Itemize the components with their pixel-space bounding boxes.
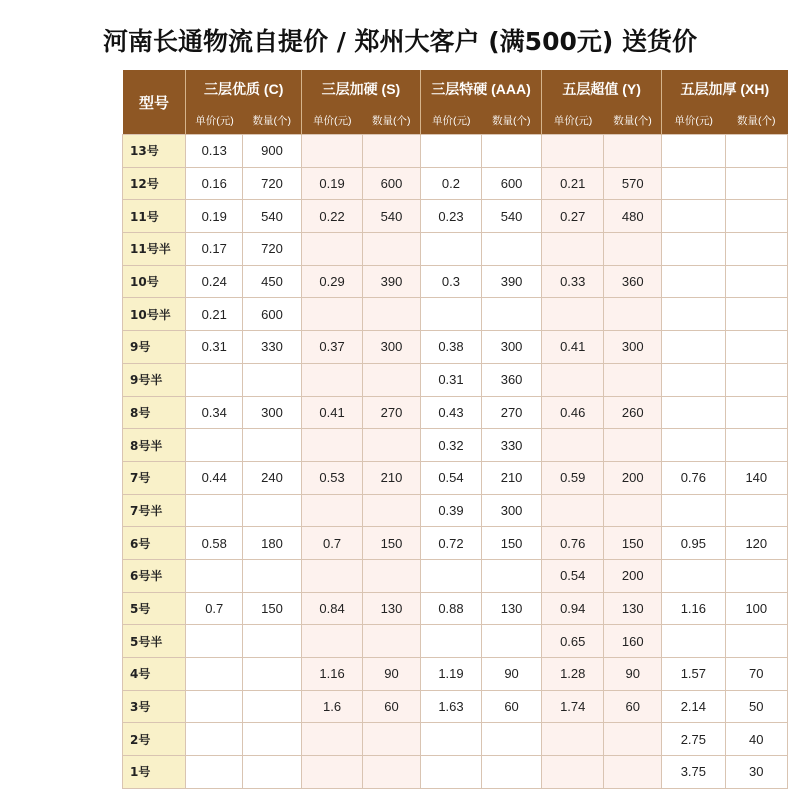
- price-cell: [301, 723, 362, 756]
- quantity-cell: 300: [482, 331, 542, 364]
- price-cell: [542, 494, 604, 527]
- price-cell: [420, 625, 481, 658]
- quantity-cell: [363, 135, 421, 168]
- price-subheader: 单价(元): [420, 107, 481, 135]
- price-cell: [662, 233, 725, 266]
- quantity-cell: [243, 363, 302, 396]
- table-row: [123, 756, 788, 789]
- price-cell: 0.32: [420, 429, 481, 462]
- price-cell: 0.65: [542, 625, 604, 658]
- price-cell: [186, 559, 243, 592]
- quantity-cell: [725, 167, 787, 200]
- quantity-cell: 390: [363, 265, 421, 298]
- table-row: [123, 625, 788, 658]
- price-cell: [186, 723, 243, 756]
- price-cell: 0.72: [420, 527, 481, 560]
- model-cell: 11号: [123, 200, 186, 233]
- group-header-s: 三层加硬 (S): [301, 70, 420, 107]
- quantity-cell: 210: [482, 461, 542, 494]
- table-row: [123, 461, 788, 494]
- quantity-cell: [363, 494, 421, 527]
- price-cell: 0.76: [542, 527, 604, 560]
- table-row: [123, 396, 788, 429]
- price-cell: 1.63: [420, 690, 481, 723]
- price-subheader: 单价(元): [301, 107, 362, 135]
- quantity-cell: [725, 200, 787, 233]
- quantity-cell: [604, 135, 662, 168]
- quantity-cell: [243, 723, 302, 756]
- model-cell: 10号: [123, 265, 186, 298]
- quantity-cell: [604, 494, 662, 527]
- quantity-cell: [363, 723, 421, 756]
- price-cell: [542, 723, 604, 756]
- price-cell: 0.58: [186, 527, 243, 560]
- price-cell: 0.44: [186, 461, 243, 494]
- quantity-cell: 240: [243, 461, 302, 494]
- price-cell: [662, 200, 725, 233]
- quantity-cell: [363, 559, 421, 592]
- quantity-cell: [482, 756, 542, 789]
- quantity-cell: [604, 723, 662, 756]
- table-row: [123, 690, 788, 723]
- price-cell: 0.13: [186, 135, 243, 168]
- price-cell: 1.57: [662, 658, 725, 691]
- price-cell: [186, 690, 243, 723]
- price-cell: [186, 494, 243, 527]
- price-cell: [186, 756, 243, 789]
- table-row: [123, 429, 788, 462]
- model-cell: 12号: [123, 167, 186, 200]
- price-cell: [301, 135, 362, 168]
- table-row: [123, 331, 788, 364]
- price-cell: [542, 233, 604, 266]
- quantity-cell: [363, 429, 421, 462]
- price-cell: 0.16: [186, 167, 243, 200]
- quantity-cell: [482, 559, 542, 592]
- price-cell: 0.94: [542, 592, 604, 625]
- table-row: [123, 363, 788, 396]
- price-table-body: [123, 135, 788, 789]
- quantity-cell: 70: [725, 658, 787, 691]
- price-cell: 0.76: [662, 461, 725, 494]
- price-cell: 0.27: [542, 200, 604, 233]
- price-cell: [420, 233, 481, 266]
- price-cell: [662, 429, 725, 462]
- model-cell: 5号: [123, 592, 186, 625]
- quantity-cell: 90: [482, 658, 542, 691]
- quantity-cell: [725, 233, 787, 266]
- quantity-cell: 150: [363, 527, 421, 560]
- price-cell: [662, 331, 725, 364]
- price-cell: [301, 429, 362, 462]
- quantity-cell: [243, 429, 302, 462]
- table-row: [123, 265, 788, 298]
- price-cell: 1.28: [542, 658, 604, 691]
- price-cell: 0.21: [186, 298, 243, 331]
- group-header-xh: 五层加厚 (XH): [662, 70, 788, 107]
- price-cell: 1.74: [542, 690, 604, 723]
- price-cell: 0.54: [420, 461, 481, 494]
- quantity-subheader: 数量(个): [482, 107, 542, 135]
- quantity-cell: 90: [604, 658, 662, 691]
- model-cell: 1号: [123, 756, 186, 789]
- price-table: [122, 70, 788, 789]
- quantity-cell: 100: [725, 592, 787, 625]
- quantity-cell: [725, 625, 787, 658]
- price-cell: [420, 723, 481, 756]
- price-cell: 0.37: [301, 331, 362, 364]
- price-cell: [662, 494, 725, 527]
- model-cell: 7号: [123, 461, 186, 494]
- price-cell: 0.7: [301, 527, 362, 560]
- quantity-cell: 160: [604, 625, 662, 658]
- quantity-cell: 60: [604, 690, 662, 723]
- model-cell: 2号: [123, 723, 186, 756]
- quantity-cell: [243, 559, 302, 592]
- price-cell: [186, 363, 243, 396]
- price-cell: 1.19: [420, 658, 481, 691]
- quantity-cell: 390: [482, 265, 542, 298]
- table-row: [123, 658, 788, 691]
- table-row: [123, 723, 788, 756]
- price-cell: [662, 363, 725, 396]
- model-cell: 13号: [123, 135, 186, 168]
- quantity-cell: [243, 625, 302, 658]
- price-cell: 0.53: [301, 461, 362, 494]
- page-title: 河南长通物流自提价 / 郑州大客户 (满500元) 送货价: [103, 27, 697, 56]
- quantity-cell: 120: [725, 527, 787, 560]
- price-cell: 0.41: [542, 331, 604, 364]
- price-cell: [662, 625, 725, 658]
- quantity-cell: 720: [243, 167, 302, 200]
- price-cell: [301, 363, 362, 396]
- quantity-cell: [725, 559, 787, 592]
- quantity-cell: 270: [482, 396, 542, 429]
- price-cell: 0.41: [301, 396, 362, 429]
- price-cell: 0.31: [420, 363, 481, 396]
- quantity-cell: 260: [604, 396, 662, 429]
- price-cell: [662, 135, 725, 168]
- quantity-cell: 600: [363, 167, 421, 200]
- price-cell: 0.88: [420, 592, 481, 625]
- quantity-cell: [725, 363, 787, 396]
- quantity-cell: [725, 331, 787, 364]
- quantity-cell: 600: [243, 298, 302, 331]
- price-cell: 0.38: [420, 331, 481, 364]
- quantity-cell: [725, 265, 787, 298]
- model-cell: 9号半: [123, 363, 186, 396]
- table-row: [123, 298, 788, 331]
- quantity-cell: [363, 298, 421, 331]
- quantity-cell: [604, 233, 662, 266]
- quantity-subheader: 数量(个): [725, 107, 787, 135]
- price-cell: 0.46: [542, 396, 604, 429]
- quantity-cell: [604, 429, 662, 462]
- quantity-cell: 150: [482, 527, 542, 560]
- quantity-cell: 300: [363, 331, 421, 364]
- table-row: [123, 559, 788, 592]
- price-cell: 0.33: [542, 265, 604, 298]
- table-row: [123, 135, 788, 168]
- price-cell: [662, 559, 725, 592]
- price-cell: 0.23: [420, 200, 481, 233]
- group-header-y: 五层超值 (Y): [542, 70, 662, 107]
- model-cell: 9号: [123, 331, 186, 364]
- quantity-cell: 130: [604, 592, 662, 625]
- price-cell: [662, 265, 725, 298]
- quantity-cell: 720: [243, 233, 302, 266]
- quantity-cell: [243, 756, 302, 789]
- quantity-cell: 600: [482, 167, 542, 200]
- quantity-cell: [482, 723, 542, 756]
- model-cell: 8号半: [123, 429, 186, 462]
- quantity-cell: [604, 756, 662, 789]
- quantity-cell: 130: [482, 592, 542, 625]
- price-cell: [542, 363, 604, 396]
- price-cell: 0.24: [186, 265, 243, 298]
- quantity-cell: 150: [243, 592, 302, 625]
- quantity-cell: [725, 396, 787, 429]
- table-row: [123, 494, 788, 527]
- quantity-cell: 60: [482, 690, 542, 723]
- table-row: [123, 527, 788, 560]
- price-cell: 0.84: [301, 592, 362, 625]
- price-cell: [542, 756, 604, 789]
- model-cell: 3号: [123, 690, 186, 723]
- quantity-cell: 200: [604, 461, 662, 494]
- price-cell: 0.54: [542, 559, 604, 592]
- price-cell: [420, 135, 481, 168]
- price-cell: 3.75: [662, 756, 725, 789]
- price-cell: 0.31: [186, 331, 243, 364]
- model-cell: 6号半: [123, 559, 186, 592]
- table-row: [123, 233, 788, 266]
- price-cell: [662, 298, 725, 331]
- model-cell: 7号半: [123, 494, 186, 527]
- price-cell: 0.39: [420, 494, 481, 527]
- quantity-cell: 330: [243, 331, 302, 364]
- price-cell: [301, 625, 362, 658]
- price-cell: [542, 135, 604, 168]
- quantity-cell: 360: [482, 363, 542, 396]
- price-cell: [301, 494, 362, 527]
- quantity-cell: [243, 658, 302, 691]
- price-cell: 2.75: [662, 723, 725, 756]
- quantity-cell: [243, 494, 302, 527]
- price-cell: 1.16: [662, 592, 725, 625]
- quantity-cell: 540: [363, 200, 421, 233]
- price-cell: [420, 756, 481, 789]
- price-cell: [301, 233, 362, 266]
- quantity-cell: 540: [243, 200, 302, 233]
- quantity-cell: 150: [604, 527, 662, 560]
- price-cell: [542, 429, 604, 462]
- price-cell: [420, 559, 481, 592]
- price-cell: 0.17: [186, 233, 243, 266]
- model-cell: 4号: [123, 658, 186, 691]
- quantity-cell: 40: [725, 723, 787, 756]
- model-column-header: 型号: [123, 70, 186, 135]
- price-cell: [301, 559, 362, 592]
- group-header-c: 三层优质 (C): [186, 70, 302, 107]
- quantity-cell: 180: [243, 527, 302, 560]
- price-cell: [186, 429, 243, 462]
- quantity-cell: [363, 363, 421, 396]
- quantity-cell: 900: [243, 135, 302, 168]
- price-cell: 0.43: [420, 396, 481, 429]
- price-cell: [662, 167, 725, 200]
- model-cell: 8号: [123, 396, 186, 429]
- table-row: [123, 592, 788, 625]
- quantity-cell: [482, 135, 542, 168]
- model-cell: 11号半: [123, 233, 186, 266]
- quantity-cell: 360: [604, 265, 662, 298]
- quantity-cell: 300: [482, 494, 542, 527]
- price-cell: [662, 396, 725, 429]
- quantity-cell: 570: [604, 167, 662, 200]
- quantity-cell: [604, 298, 662, 331]
- price-cell: 0.21: [542, 167, 604, 200]
- quantity-cell: 450: [243, 265, 302, 298]
- quantity-cell: [725, 298, 787, 331]
- model-cell: 6号: [123, 527, 186, 560]
- quantity-subheader: 数量(个): [243, 107, 302, 135]
- model-cell: 5号半: [123, 625, 186, 658]
- quantity-cell: [725, 135, 787, 168]
- quantity-cell: 330: [482, 429, 542, 462]
- price-cell: 0.2: [420, 167, 481, 200]
- quantity-cell: [243, 690, 302, 723]
- price-subheader: 单价(元): [662, 107, 725, 135]
- price-cell: 0.95: [662, 527, 725, 560]
- price-cell: [301, 298, 362, 331]
- table-row: [123, 200, 788, 233]
- price-cell: [186, 658, 243, 691]
- quantity-cell: [725, 494, 787, 527]
- table-row: [123, 167, 788, 200]
- quantity-subheader: 数量(个): [604, 107, 662, 135]
- quantity-cell: 300: [243, 396, 302, 429]
- price-cell: 0.19: [301, 167, 362, 200]
- price-cell: [542, 298, 604, 331]
- quantity-cell: 480: [604, 200, 662, 233]
- quantity-cell: 90: [363, 658, 421, 691]
- quantity-cell: [363, 233, 421, 266]
- quantity-cell: [725, 429, 787, 462]
- quantity-subheader: 数量(个): [363, 107, 421, 135]
- quantity-cell: 60: [363, 690, 421, 723]
- price-cell: 1.6: [301, 690, 362, 723]
- price-cell: [186, 625, 243, 658]
- price-subheader: 单价(元): [186, 107, 243, 135]
- quantity-cell: [482, 298, 542, 331]
- price-cell: 0.34: [186, 396, 243, 429]
- quantity-cell: [482, 233, 542, 266]
- quantity-cell: 210: [363, 461, 421, 494]
- price-cell: 2.14: [662, 690, 725, 723]
- price-cell: 0.29: [301, 265, 362, 298]
- quantity-cell: 130: [363, 592, 421, 625]
- price-cell: 1.16: [301, 658, 362, 691]
- price-cell: 0.3: [420, 265, 481, 298]
- quantity-cell: 30: [725, 756, 787, 789]
- price-cell: 0.22: [301, 200, 362, 233]
- group-header-aaa: 三层特硬 (AAA): [420, 70, 541, 107]
- price-cell: [301, 756, 362, 789]
- price-subheader: 单价(元): [542, 107, 604, 135]
- quantity-cell: [604, 363, 662, 396]
- price-cell: [420, 298, 481, 331]
- price-cell: 0.59: [542, 461, 604, 494]
- quantity-cell: 200: [604, 559, 662, 592]
- quantity-cell: 270: [363, 396, 421, 429]
- model-cell: 10号半: [123, 298, 186, 331]
- quantity-cell: 50: [725, 690, 787, 723]
- quantity-cell: [363, 756, 421, 789]
- price-cell: 0.19: [186, 200, 243, 233]
- quantity-cell: 300: [604, 331, 662, 364]
- quantity-cell: [482, 625, 542, 658]
- price-cell: 0.7: [186, 592, 243, 625]
- quantity-cell: 140: [725, 461, 787, 494]
- quantity-cell: 540: [482, 200, 542, 233]
- quantity-cell: [363, 625, 421, 658]
